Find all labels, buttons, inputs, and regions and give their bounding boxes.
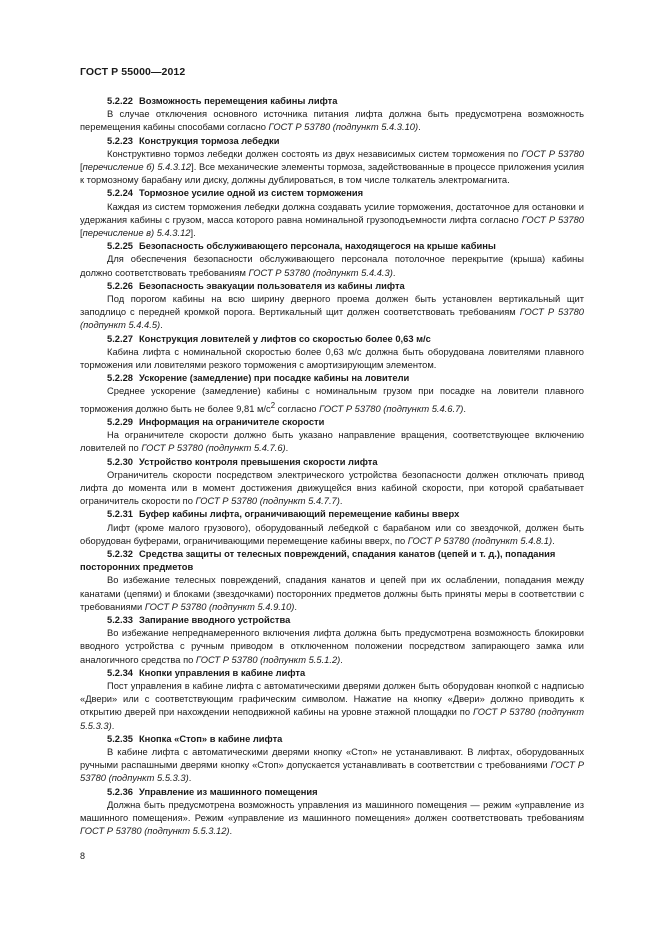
section-text: Должна быть предусмотрена возможность управления из машинного помещения — режим «управление из машинного помещения». Режим «управление из машинного помещения» должен соответствовать требованиям ГОСТ Р 53780 (подпункт 5.5.3.12). <box>80 799 584 837</box>
section-heading: Конструкция ловителей у лифтов со скоростью более 0,63 м/с <box>138 333 431 344</box>
section-5-2-23 <box>80 135 584 188</box>
section-5-2-27 <box>80 333 584 373</box>
section-number: 5.2.26 <box>107 280 133 291</box>
section-heading: Конструкция тормоза лебедки <box>138 135 280 146</box>
section-title <box>80 240 584 253</box>
section-5-2-29 <box>80 416 584 456</box>
section-5-2-32 <box>80 548 584 614</box>
section-number: 5.2.33 <box>107 615 133 626</box>
section-title <box>80 733 584 746</box>
section-heading: Кнопка «Стоп» в кабине лифта <box>138 733 283 744</box>
section-number: 5.2.24 <box>107 188 133 199</box>
section-title <box>80 333 584 346</box>
section-5-2-22 <box>80 95 584 135</box>
section-text: Кабина лифта с номинальной скоростью более 0,63 м/с должна быть оборудована ловителями плавного торможения или ловителями резкого торможения с амортизирующим элементом. <box>80 346 584 371</box>
section-number: 5.2.32 <box>107 549 133 560</box>
section-heading: Тормозное усилие одной из систем торможения <box>138 188 364 199</box>
section-text: Ограничитель скорости посредством электрического устройства безопасности должен отключать привод лифта до момента или в момент достижения движущейся вниз кабиной скорости, при которой срабатывает ограничитель скорости по ГОСТ Р 53780 (подпункт 5.4.7.7). <box>80 469 584 507</box>
section-heading: Кнопки управления в кабине лифта <box>138 667 306 678</box>
section-title <box>80 280 584 293</box>
section-heading: Буфер кабины лифта, ограничивающий перемещение кабины вверх <box>138 509 460 520</box>
section-title <box>80 416 584 429</box>
section-number: 5.2.27 <box>107 333 133 344</box>
section-heading: Запирание вводного устройства <box>138 615 291 626</box>
section-text: Во избежание телесных повреждений, спадания канатов и цепей при их ослаблении, попадания между канатами (цепями) и блоками (звездочками) посторонних предметов должны быть приняты меры в соответствии с требованиями ГОСТ Р 53780 (подпункт 5.4.9.10). <box>80 575 584 612</box>
section-number: 5.2.23 <box>107 135 133 146</box>
document-body <box>80 95 584 838</box>
section-text: На ограничителе скорости должно быть указано направление вращения, соответствующее включению ловителей по ГОСТ Р 53780 (подпункт 5.4.7.6). <box>80 430 584 454</box>
section-title <box>80 548 584 574</box>
section-title <box>80 667 584 680</box>
section-5-2-36 <box>80 786 584 839</box>
section-5-2-30 <box>80 456 584 509</box>
section-heading: Информация на ограничителе скорости <box>138 416 325 427</box>
section-title <box>80 135 584 148</box>
section-text: Среднее ускорение (замедление) кабины с номинальным грузом при посадке на ловители плавного торможения должно быть не более 9,81 $м/с^2$ согласно ГОСТ Р 53780 (подпункт 5.4.6.7). <box>80 386 584 414</box>
section-5-2-25 <box>80 240 584 280</box>
section-heading: Управление из машинного помещения <box>138 786 318 797</box>
section-heading: Возможность перемещения кабины лифта <box>138 96 338 106</box>
section-number: 5.2.31 <box>107 509 133 520</box>
section-text: Конструктивно тормоз лебедки должен состоять из двух независимых систем торможения по ГОСТ Р 53780 [перечисление б) 5.4.3.12]. Все механические элементы тормоза, задействованные в процессе приложения усилия к тормозному барабану или диску, должны дублироваться, в том числе толкатель электромагнита. <box>80 148 585 186</box>
document-header: ГОСТ Р 55000—2012 <box>80 66 186 78</box>
section-text: Во избежание непреднамеренного включения лифта должна быть предусмотрена возможность блокировки вводного устройства с ручным приводом в отключенном положении посредством запирающего замка или аналогичного средства по ГОСТ Р 53780 (подпункт 5.5.1.2). <box>80 628 584 665</box>
section-number: 5.2.34 <box>107 667 133 678</box>
section-5-2-28 <box>80 372 584 416</box>
section-title <box>80 187 584 200</box>
section-number: 5.2.25 <box>107 241 133 252</box>
section-number: 5.2.36 <box>107 786 133 797</box>
section-heading: Ускорение (замедление) при посадке кабины на ловители <box>138 373 410 384</box>
section-5-2-26 <box>80 280 584 333</box>
section-title <box>80 614 584 627</box>
section-title <box>80 508 584 521</box>
section-text: Каждая из систем торможения лебедки должна создавать усилие торможения, достаточное для остановки и удержания кабины с грузом, масса которого равна номинальной грузоподъемности лифта согласно ГОСТ Р 53780 [перечисление в) 5.4.3.12]. <box>80 201 585 239</box>
section-heading: Безопасность эвакуации пользователя из кабины лифта <box>138 280 405 291</box>
section-heading: Средства защиты от телесных повреждений, спадания канатов (цепей и т. д.), попадания посторонних предметов <box>80 549 556 573</box>
section-title <box>80 95 584 108</box>
section-title <box>80 456 584 469</box>
page-number: 8 <box>80 851 86 861</box>
section-number: 5.2.28 <box>107 373 133 384</box>
section-text: Пост управления в кабине лифта с автоматическими дверями должен быть оборудован кнопкой с надписью «Двери» или с соответствующим графическим символом. Нажатие на кнопку «Двери» должно приводить к открытию дверей при нахождении неподвижной кабины на уровне этажной площадки по ГОСТ Р 53780 (подпункт 5.5.3.3). <box>80 681 585 731</box>
section-5-2-35 <box>80 733 584 786</box>
section-5-2-31 <box>80 508 584 548</box>
section-5-2-34 <box>80 667 584 733</box>
section-heading: Устройство контроля превышения скорости лифта <box>138 456 378 467</box>
section-5-2-24 <box>80 187 584 240</box>
section-text: В кабине лифта с автоматическими дверями кнопку «Стоп» не устанавливают. В лифтах, оборудованных ручными распашными дверями кнопку «Стоп» допускается устанавливать в соответствии с требованиями ГОСТ Р 53780 (подпункт 5.5.3.3). <box>80 747 584 784</box>
section-number: 5.2.30 <box>107 456 133 467</box>
section-number: 5.2.22 <box>107 96 133 106</box>
section-number: 5.2.29 <box>107 416 133 427</box>
section-number: 5.2.35 <box>107 733 133 744</box>
section-title <box>80 372 584 385</box>
section-title <box>80 786 584 799</box>
section-text: Для обеспечения безопасности обслуживающего персонала потолочное перекрытие (крыша) кабины должно соответствовать требованиям ГОСТ Р 53780 (подпункт 5.4.4.3). <box>80 254 584 278</box>
section-5-2-33 <box>80 614 584 667</box>
section-text: Лифт (кроме малого грузового), оборудованный лебедкой с барабаном или со звездочкой, должен быть оборудован буферами, ограничивающими перемещение кабины вверх, по ГОСТ Р 53780 (подпункт 5.4.8.1). <box>80 522 584 546</box>
section-heading: Безопасность обслуживающего персонала, находящегося на крыше кабины <box>138 241 496 252</box>
section-text: Под порогом кабины на всю ширину дверного проема должен быть установлен вертикальный щит заподлицо с передней кромкой порога. Вертикальный щит должен соответствовать требованиям ГОСТ Р 53780 (подпункт 5.4.4.5). <box>80 294 585 331</box>
section-text: В случае отключения основного источника питания лифта должна быть предусмотрена возможность перемещения кабины способами согласно ГОСТ Р 53780 (подпункт 5.4.3.10). <box>80 109 584 133</box>
